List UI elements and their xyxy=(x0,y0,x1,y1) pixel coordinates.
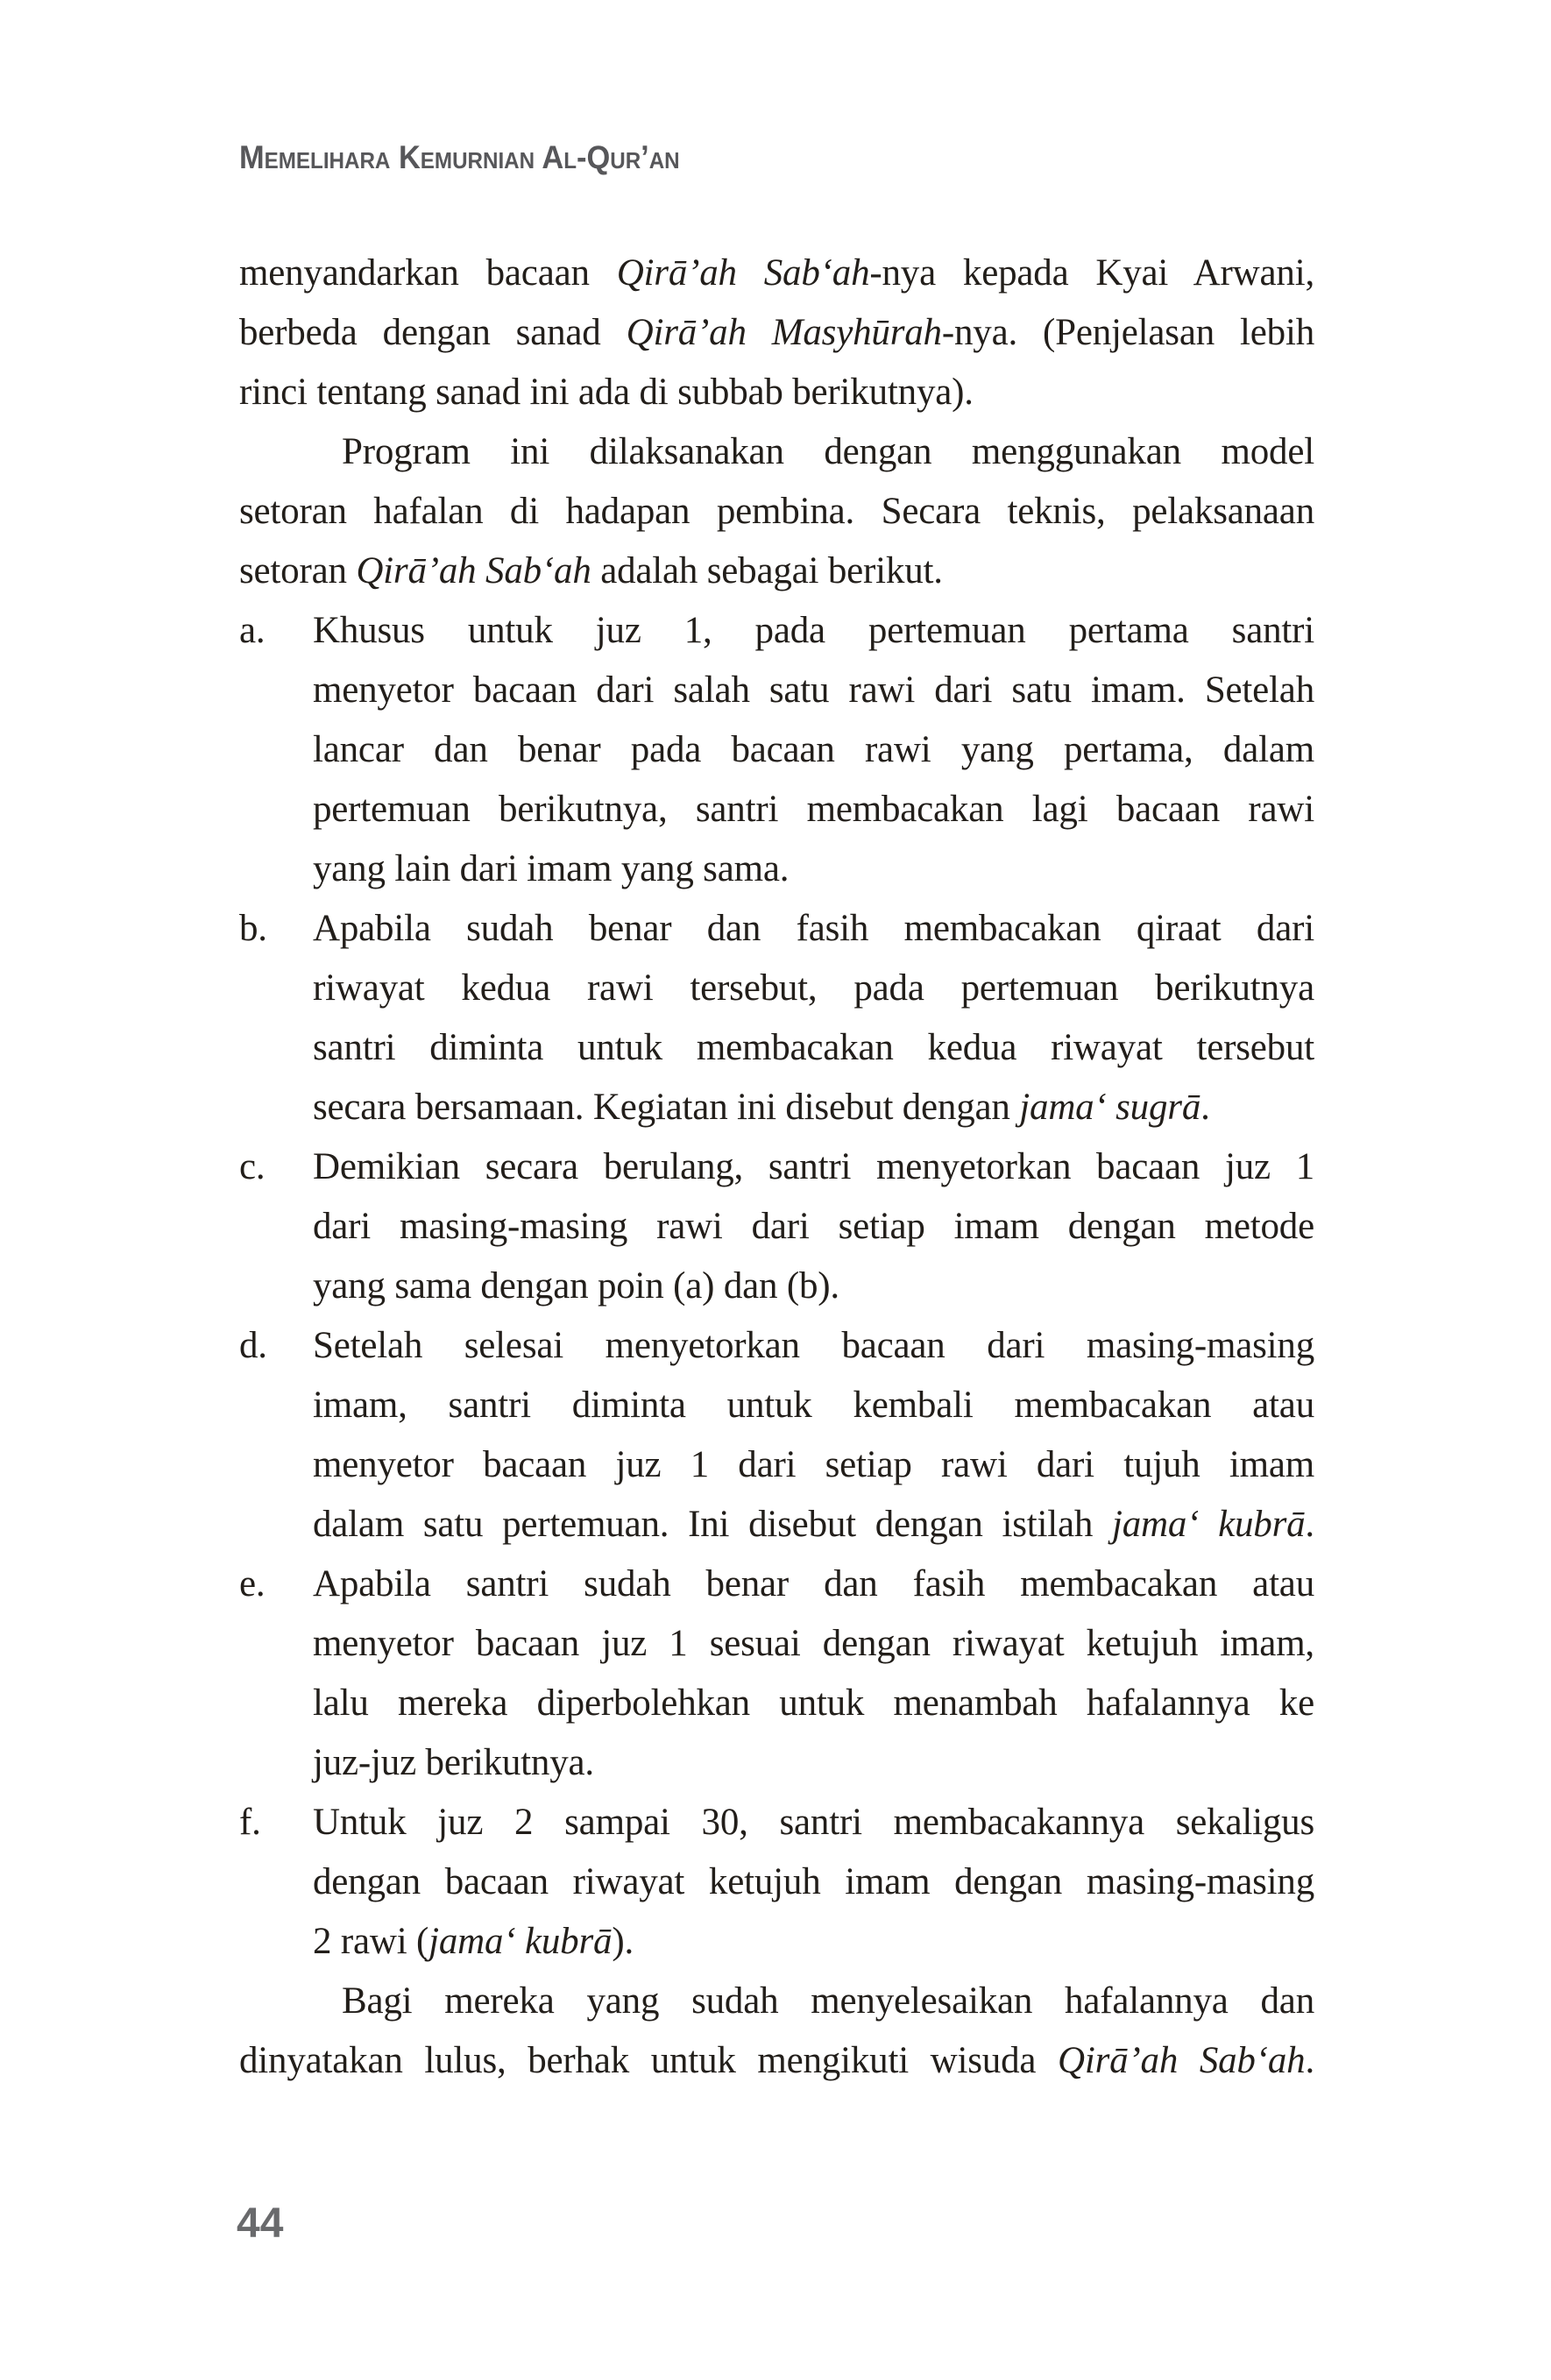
text-line xyxy=(313,1316,1314,1376)
text-run: Setelah selesai menyetorkan bacaan dari masing-masing xyxy=(313,1325,1314,1366)
text-run: -nya. (Penjelasan lebih xyxy=(941,312,1315,353)
text-run: ). xyxy=(612,1921,634,1962)
text-line xyxy=(239,303,1314,363)
text-line xyxy=(313,1197,1314,1257)
text-run: dalam satu pertemuan. Ini disebut dengan istilah xyxy=(313,1504,1112,1545)
text-run: adalah sebagai berikut. xyxy=(591,550,943,591)
text-run: Program ini dilaksanakan dengan menggunakan model xyxy=(342,431,1314,472)
text-line xyxy=(239,542,1314,601)
text-run: Apabila sudah benar dan fasih membacakan qiraat dari xyxy=(313,908,1314,949)
running-header-title: Memelihara Kemurnian Al-Qur’an xyxy=(239,139,680,175)
text-line xyxy=(313,959,1314,1018)
text-line xyxy=(239,244,1314,303)
text-line xyxy=(313,839,1314,899)
text-line xyxy=(313,1614,1314,1674)
text-line xyxy=(313,780,1314,839)
text-line xyxy=(313,1674,1314,1733)
text-line xyxy=(313,1435,1314,1495)
list-item xyxy=(239,899,1314,1137)
list-item xyxy=(239,1316,1314,1555)
italic-term: Qirā’ah Masyhūrah xyxy=(626,312,942,353)
text-line xyxy=(313,661,1314,720)
text-line xyxy=(313,1852,1314,1912)
text-run: lancar dan benar pada bacaan rawi yang pertama, dalam xyxy=(313,729,1314,770)
text-run: menyetor bacaan juz 1 sesuai dengan riwayat ketujuh imam, xyxy=(313,1623,1314,1664)
text-run: juz-juz berikutnya. xyxy=(313,1742,594,1783)
text-line xyxy=(239,363,1314,422)
text-run: berbeda dengan sanad xyxy=(239,312,627,353)
text-line xyxy=(313,1376,1314,1435)
italic-term: jama‘ kubrā xyxy=(428,1921,613,1962)
text-line xyxy=(313,1018,1314,1078)
text-run: lalu mereka diperbolehkan untuk menambah hafalannya ke xyxy=(313,1682,1314,1724)
text-line xyxy=(313,1495,1314,1555)
italic-term: jama‘ sugrā xyxy=(1019,1087,1201,1128)
text-run: menyetor bacaan dari salah satu rawi dari satu imam. Setelah xyxy=(313,669,1314,711)
text-run: dari masing-masing rawi dari setiap imam dengan metode xyxy=(313,1206,1314,1247)
list-item-marker: e. xyxy=(239,1563,266,1604)
text-run: -nya kepada Kyai Arwani, xyxy=(869,252,1314,294)
text-line xyxy=(239,2031,1314,2091)
list-item-marker: c. xyxy=(239,1146,266,1187)
italic-term: Qirā’ah Sab‘ah xyxy=(356,550,591,591)
text-line xyxy=(313,720,1314,780)
text-run: Apabila santri sudah benar dan fasih membacakan atau xyxy=(313,1563,1314,1604)
text-run: Bagi mereka yang sudah menyelesaikan hafalannya dan xyxy=(342,1980,1314,2022)
text-run: Untuk juz 2 sampai 30, santri membacakannya sekaligus xyxy=(313,1802,1314,1843)
text-run: yang sama dengan poin (a) dan (b). xyxy=(313,1265,839,1307)
text-run: santri diminta untuk membacakan kedua riwayat tersebut xyxy=(313,1027,1314,1068)
list-item-marker: d. xyxy=(239,1325,267,1366)
text-run: yang lain dari imam yang sama. xyxy=(313,848,790,889)
page-body-text xyxy=(239,244,1314,2091)
text-line xyxy=(239,1972,1314,2031)
page-number: 44 xyxy=(237,2200,284,2247)
paragraph xyxy=(239,1972,1314,2091)
text-line xyxy=(313,1555,1314,1614)
text-run: . xyxy=(1200,1087,1210,1128)
italic-term: Qirā’ah Sab‘ah xyxy=(616,252,870,294)
text-line xyxy=(313,1793,1314,1852)
text-run: dengan bacaan riwayat ketujuh imam dengan masing-masing xyxy=(313,1861,1314,1902)
text-run: Khusus untuk juz 1, pada pertemuan pertama santri xyxy=(313,610,1314,651)
text-run: rinci tentang sanad ini ada di subbab berikutnya). xyxy=(239,372,974,413)
paragraph xyxy=(239,422,1314,601)
list-item xyxy=(239,1137,1314,1316)
text-line xyxy=(239,422,1314,482)
list-item-marker: b. xyxy=(239,908,267,949)
text-line xyxy=(313,1733,1314,1793)
text-run: riwayat kedua rawi tersebut, pada pertemuan berikutnya xyxy=(313,967,1314,1009)
text-run: setoran hafalan di hadapan pembina. Secara teknis, pelaksanaan xyxy=(239,491,1314,532)
italic-term: Qirā’ah Sab‘ah xyxy=(1057,2040,1306,2081)
list-item xyxy=(239,601,1314,899)
list-item-marker: f. xyxy=(239,1802,261,1843)
list-item xyxy=(239,1555,1314,1793)
text-run: . xyxy=(1305,1504,1314,1545)
text-run: menyandarkan bacaan xyxy=(239,252,617,294)
text-run: Demikian secara berulang, santri menyetorkan bacaan juz 1 xyxy=(313,1146,1314,1187)
text-line xyxy=(313,1137,1314,1197)
text-line xyxy=(313,1912,1314,1972)
text-line xyxy=(239,482,1314,542)
text-run: setoran xyxy=(239,550,357,591)
text-run: 2 rawi ( xyxy=(313,1921,429,1962)
text-line xyxy=(313,601,1314,661)
text-run: secara bersamaan. Kegiatan ini disebut dengan xyxy=(313,1087,1020,1128)
text-run: imam, santri diminta untuk kembali membacakan atau xyxy=(313,1385,1314,1426)
paragraph xyxy=(239,244,1314,422)
text-run: menyetor bacaan juz 1 dari setiap rawi dari tujuh imam xyxy=(313,1444,1314,1485)
italic-term: jama‘ kubrā xyxy=(1111,1504,1306,1545)
text-run: pertemuan berikutnya, santri membacakan lagi bacaan rawi xyxy=(313,789,1314,830)
list-item-marker: a. xyxy=(239,610,266,651)
list-item xyxy=(239,1793,1314,1972)
text-line xyxy=(313,1078,1314,1137)
text-run: . xyxy=(1305,2040,1315,2081)
text-line xyxy=(313,899,1314,959)
text-run: dinyatakan lulus, berhak untuk mengikuti wisuda xyxy=(239,2040,1058,2081)
text-line xyxy=(313,1257,1314,1316)
